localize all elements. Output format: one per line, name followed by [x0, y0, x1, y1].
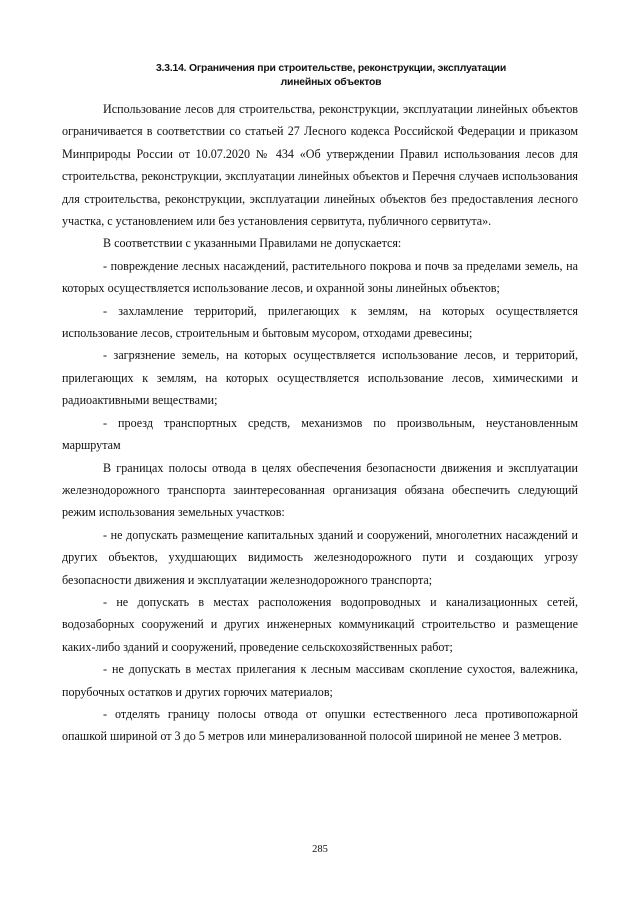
section-heading-line-2: линейных объектов — [280, 77, 382, 88]
body-text — [62, 98, 578, 748]
page-number: 285 — [312, 844, 328, 855]
list-item-vehicles: - проезд транспортных средств, механизмов по произвольным, неустановленным маршрутам — [62, 415, 578, 453]
paragraph-rules-lead: В соответствии с указанными Правилами не допускается: — [103, 236, 402, 251]
list-item-pollution: - загрязнение земель, на которых осуществляется использование лесов, и территорий, прилегающих к землям, на которых осуществляется использование лесов, химическими и радиоактивными веществами; — [62, 348, 578, 408]
list-item-damage: - повреждение лесных насаждений, растительного покрова и почв за пределами земель, на которых осуществляется использование лесов, и охранной зоны линейных объектов; — [62, 258, 578, 296]
list-item-utilities: - не допускать в местах расположения водопроводных и канализационных сетей, водозаборных сооружений и других инженерных коммуникаций строительство и размещение каких-либо зданий и сооружений, проведение сельскохозяйственных работ; — [62, 594, 578, 654]
list-item-buildings: - не допускать размещение капитальных зданий и сооружений, многолетних насаждений и других объектов, ухудшающих видимость железнодорожного пути и создающих угрозу безопасности движения и эксплуатации железнодорожного транспорта; — [62, 527, 578, 587]
list-item-deadwood: - не допускать в местах прилегания к лесным массивам скопление сухостоя, валежника, порубочных остатков и других горючих материалов; — [62, 662, 578, 699]
list-item-littering: - захламление территорий, прилегающих к землям, на которых осуществляется использование лесов, строительным и бытовым мусором, отходами древесины; — [62, 303, 578, 341]
paragraph-railway: В границах полосы отвода в целях обеспечения безопасности движения и эксплуатации железнодорожного транспорта заинтересованная организация обязана обеспечить следующий режим использования земельных участков: — [62, 460, 578, 520]
list-item-firebreak: - отделять границу полосы отвода от опушки естественного леса противопожарной опашкой шириной от 3 до 5 метров или минерализованной полосой шириной не менее 3 метров. — [62, 706, 578, 744]
section-heading-line-1: 3.3.14. Ограничения при строительстве, реконструкции, эксплуатации — [155, 63, 507, 74]
paragraph-intro: Использование лесов для строительства, реконструкции, эксплуатации линейных объектов ограничивается в соответствии со статьей 27 Лесного кодекса Российской Федерации и приказом Минприроды России от 10.07.2020 № 434 «Об утверждении Правил использования лесов для строительства, реконструкции, эксплуатации линейных объектов и Перечня случаев использования для строительства, реконструкции, эксплуатации линейных объектов без предоставления лесного участка, с установлением или без установления сервитута, публичного сервитута». — [62, 102, 578, 229]
section-heading — [130, 62, 532, 90]
